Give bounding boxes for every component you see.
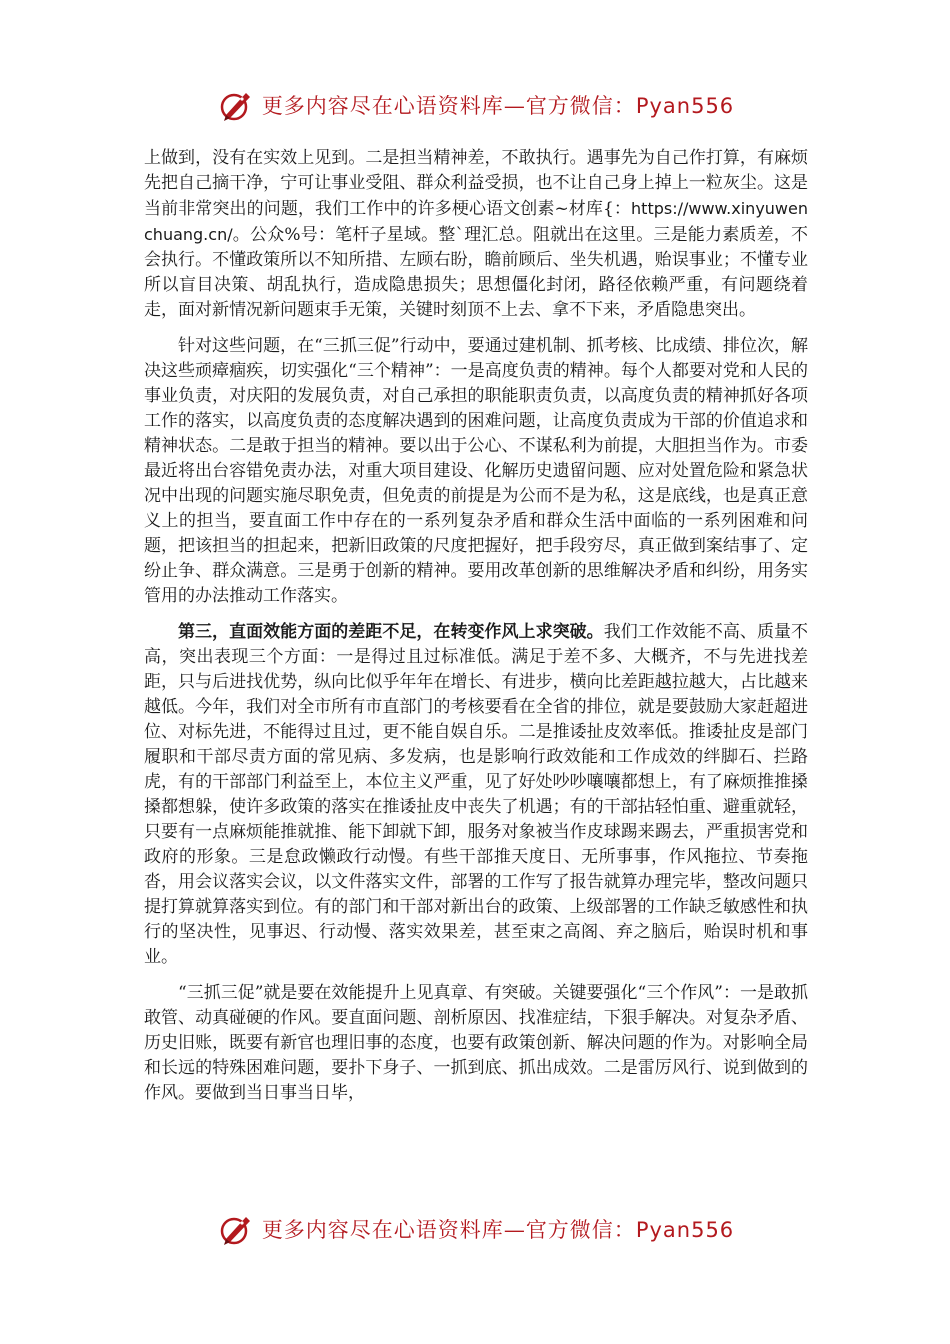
pen-logo-icon	[216, 85, 256, 125]
section-heading: 第三，直面效能方面的差距不足，在转变作风上求突破。	[178, 622, 604, 642]
paragraph-2: 针对这些问题，在“三抓三促”行动中，要通过建机制、抓考核、比成绩、排位次，解决这些顽瘴痼疾，切实强化“三个精神”：一是高度负责的精神。每个人都要对党和人民的事业负责，对庆阳的发展负责，对自己承担的职能职责负责，以高度负责的精神抓好各项工作的落实，以高度负责的态度解决遇到的困难问题，让高度负责成为干部的价值追求和精神状态。二是敢于担当的精神。要以出于公心、不谋私利为前提，大胆担当作为。市委最近将出台容错免责办法，对重大项目建设、化解历史遗留问题、应对处置危险和紧急状况中出现的问题实施尽职免责，但免责的前提是为公而不是为私，这是底线，也是真正意义上的担当，要直面工作中存在的一系列复杂矛盾和群众生活中面临的一系列困难和问题，把该担当的担起来，把新旧政策的尺度把握好，把手段穷尽，真正做到案结事了、定纷止争、群众满意。三是勇于创新的精神。要用改革创新的思维解决矛盾和纠纷，用务实管用的办法推动工作落实。	[144, 336, 808, 606]
document-body	[144, 146, 808, 1117]
header-watermark	[0, 80, 950, 130]
footer-watermark	[0, 1204, 950, 1254]
source-url: https://www.xinyuwenchuang.cn/	[144, 199, 808, 244]
watermark-text: 更多内容尽在心语资料库—官方微信：Pyan556	[261, 94, 735, 118]
paragraph-3: 第三，直面效能方面的差距不足，在转变作风上求突破。我们工作效能不高、质量不高，突出表现三个方面：一是得过且过标准低。满足于差不多、大概齐，不与先进找差距，只与后进找优势，纵向比似乎年年在增长、有进步，横向比差距越拉越大，占比越来越低。今年，我们对全市所有市直部门的考核要看在全省的排位，就是要鼓励大家赶超进位、对标先进，不能得过且过，更不能自娱自乐。二是推诿扯皮效率低。推诿扯皮是部门履职和干部尽责方面的常见病、多发病，也是影响行政效能和工作成效的绊脚石、拦路虎，有的干部部门利益至上，本位主义严重，见了好处吵吵嚷嚷都想上，有了麻烦推推搡搡都想躲，使许多政策的落实在推诿扯皮中丧失了机遇；有的干部拈轻怕重、避重就轻，只要有一点麻烦能推就推、能下卸就下卸，服务对象被当作皮球踢来踢去，严重损害党和政府的形象。三是怠政懒政行动慢。有些干部推天度日、无所事事，作风拖拉、节奏拖沓，用会议落实会议，以文件落实文件，部署的工作写了报告就算办理完毕，整改问题只提打算就算落实到位。有的部门和干部对新出台的政策、上级部署的工作缺乏敏感性和执行的坚决性，见事迟、行动慢、落实效果差，甚至束之高阁、弃之脑后，贻误时机和事业。	[144, 622, 809, 967]
paragraph-4: “三抓三促”就是要在效能提升上见真章、有突破。关键要强化“三个作风”：一是敢抓敢管、动真碰硬的作风。要直面问题、剖析原因、找准症结，下狠手解决。对复杂矛盾、历史旧账，既要有新官也理旧事的态度，也要有政策创新、解决问题的作为。对影响全局和长远的特殊困难问题，要扑下身子、一抓到底、抓出成效。二是雷厉风行、说到做到的作风。要做到当日事当日毕，	[144, 983, 808, 1103]
paragraph-1: 上做到，没有在实效上见到。二是担当精神差，不敢执行。遇事先为自己作打算，有麻烦先把自己摘干净，宁可让事业受阻、群众利益受损，也不让自己身上掉上一粒灰尘。这是当前非常突出的问题，我们工作中的许多梗心语文创素~材库{：https://www.xinyuwenchuang.cn/。公众%号：笔杆子星域。整`理汇总。阻就出在这里。三是能力素质差，不会执行。不懂政策所以不知所措、左顾右盼，瞻前顾后、坐失机遇，贻误事业；不懂专业所以盲目决策、胡乱执行，造成隐患损失；思想僵化封闭，路径依赖严重，有问题绕着走，面对新情况新问题束手无策，关键时刻顶不上去、拿不下来，矛盾隐患突出。	[144, 148, 808, 320]
watermark-text: 更多内容尽在心语资料库—官方微信：Pyan556	[261, 1218, 735, 1242]
pen-logo-icon	[216, 1209, 256, 1249]
